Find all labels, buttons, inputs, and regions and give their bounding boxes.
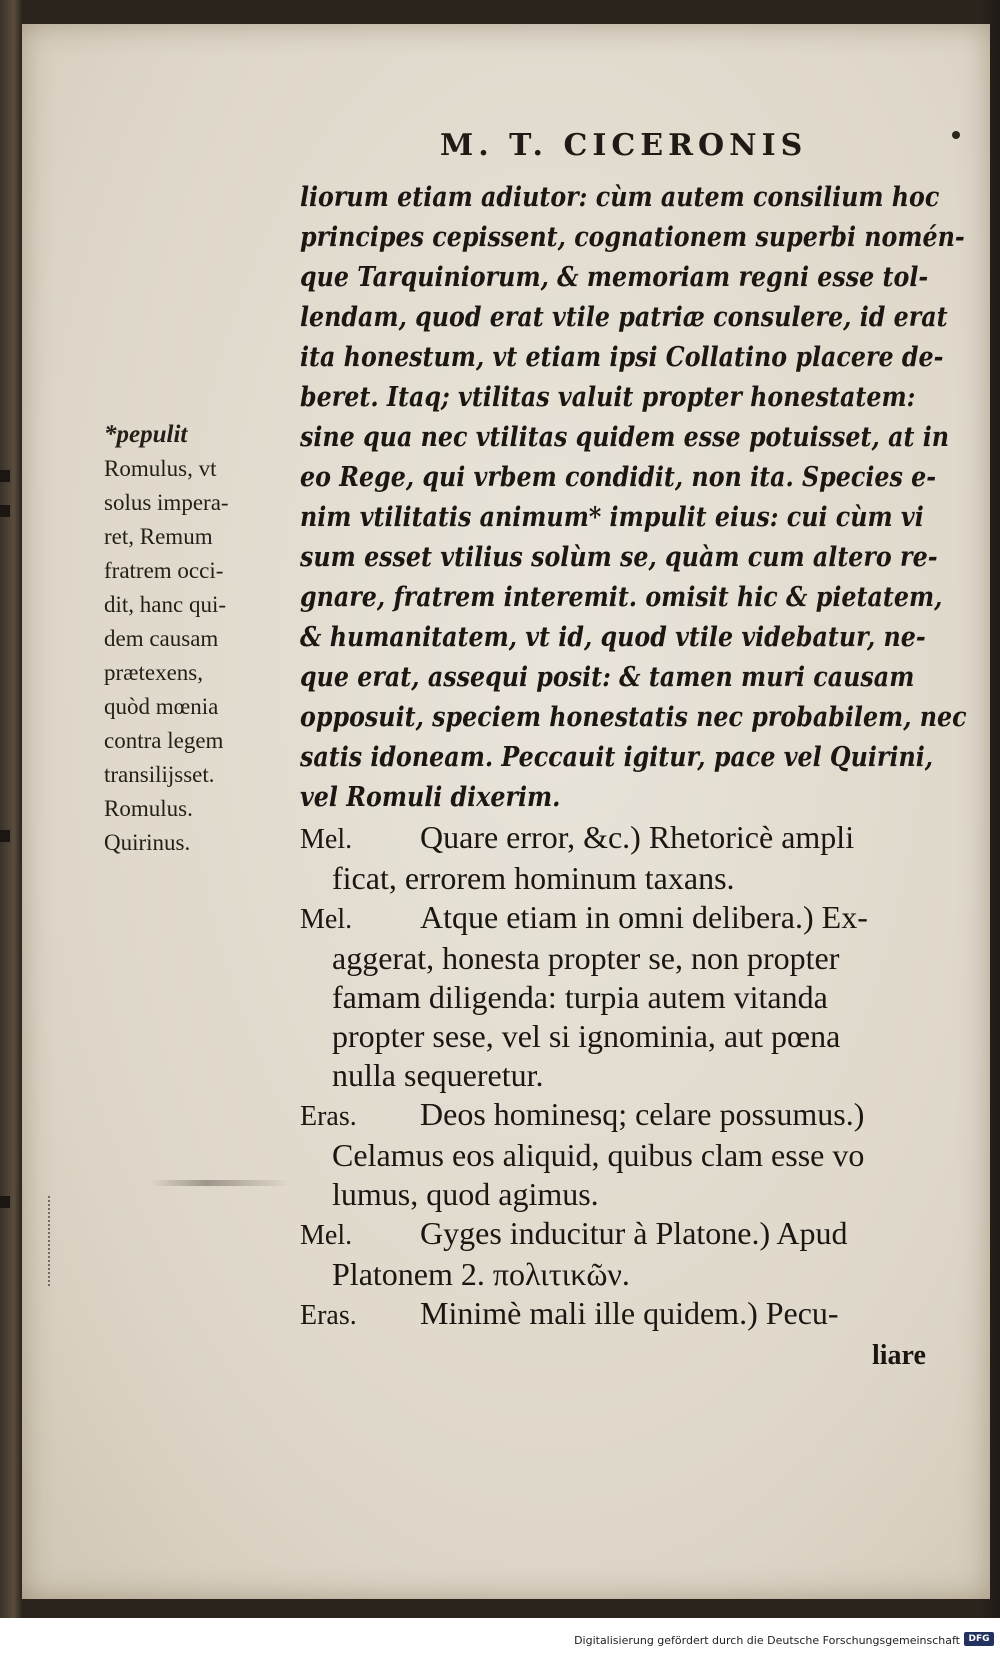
- margin-note-line: dem causam: [104, 626, 219, 651]
- note-line: ficat, errorem hominum taxans.: [332, 860, 735, 896]
- italic-text-line: nim vtilitatis animum* impulit eius: cui cùm vi: [300, 502, 924, 533]
- margin-note-line: Romulus, vt: [104, 456, 217, 481]
- margin-note-line: dit, hanc qui-: [104, 592, 226, 617]
- margin-note-line: prætexens,: [104, 660, 204, 685]
- italic-text-line: sine qua nec vtilitas quidem esse potuisset, at in: [300, 422, 950, 453]
- italic-text-line: beret. Itaq; vtilitas valuit propter honestatem:: [300, 382, 916, 413]
- note-line: propter sese, vel si ignominia, aut pœna: [332, 1018, 841, 1054]
- italic-text-line: gnare, fratrem interemit. omisit hic & pietatem,: [300, 582, 943, 613]
- margin-note-line: solus impera-: [104, 490, 229, 515]
- note-author-label: Eras.: [300, 1300, 357, 1331]
- italic-text-line: eo Rege, qui vrbem condidit, non ita. Species e-: [300, 462, 937, 493]
- note-author-label: Mel.: [300, 1220, 353, 1251]
- italic-text-line: que Tarquiniorum, & memoriam regni esse tol-: [300, 262, 929, 293]
- margin-note-line: ret, Remum: [104, 524, 213, 549]
- note-line: nulla sequeretur.: [332, 1057, 544, 1093]
- margin-note-line: Quirinus.: [104, 830, 191, 855]
- pencil-annotation: [48, 1196, 66, 1286]
- note-lemma: Deos hominesq; celare possumus.): [420, 1096, 865, 1132]
- note-lemma: Quare error, &c.) Rhetoricè ampli: [420, 819, 855, 855]
- italic-text-line: que erat, assequi posit: & tamen muri causam: [300, 662, 915, 693]
- margin-note-line: transilijsset.: [104, 762, 215, 787]
- margin-note: [104, 418, 294, 860]
- italic-text-line: ita honestum, vt etiam ipsi Collatino placere de-: [300, 342, 944, 373]
- italic-text-line: principes cepissent, cognationem superbi nomén-: [300, 222, 965, 253]
- italic-text-line: & humanitatem, vt id, quod vtile videbatur, ne-: [300, 622, 926, 653]
- ink-smudge: [150, 1180, 290, 1186]
- italic-text-line: sum esset vtilius solùm se, quàm cum altero re-: [300, 542, 938, 573]
- italic-text-line: opposuit, speciem honestatis nec probabilem, nec: [300, 702, 967, 733]
- dfg-logo: DFG: [964, 1632, 994, 1646]
- commentary-note: [300, 1095, 950, 1214]
- note-author-label: Eras.: [300, 1101, 357, 1132]
- note-line: Platonem 2. πολιτικῶν.: [332, 1256, 630, 1292]
- note-lemma: Gyges inducitur à Platone.) Apud: [420, 1215, 848, 1251]
- italic-text-line: liorum etiam adiutor: cùm autem consilium hoc: [300, 182, 940, 213]
- note-lemma: Atque etiam in omni delibera.) Ex-: [420, 899, 868, 935]
- note-line: aggerat, honesta propter se, non propter: [332, 940, 840, 976]
- note-line: famam diligenda: turpia autem vitanda: [332, 979, 828, 1015]
- running-head: M. T. CICERONIS: [440, 128, 808, 163]
- note-line: lumus, quod agimus.: [332, 1176, 599, 1212]
- note-line: Celamus eos aliquid, quibus clam esse vo: [332, 1137, 865, 1173]
- funding-credit: Digitalisierung gefördert durch die Deutsche Forschungsgemeinschaft: [574, 1634, 960, 1647]
- italic-text-line: vel Romuli dixerim.: [300, 782, 561, 813]
- margin-note-line: Romulus.: [104, 796, 193, 821]
- commentary-note: [300, 818, 950, 898]
- bullet-mark: [952, 131, 960, 139]
- margin-note-line: quòd mœnia: [104, 694, 219, 719]
- note-author-label: Mel.: [300, 824, 353, 855]
- note-author-label: Mel.: [300, 904, 353, 935]
- main-text-block: [300, 178, 967, 1335]
- italic-text-line: lendam, quod erat vtile patriæ consulere, id erat: [300, 302, 948, 333]
- margin-note-line: contra legem: [104, 728, 224, 753]
- margin-note-line: fratrem occi-: [104, 558, 224, 583]
- commentary-note: [300, 1214, 950, 1294]
- catchword: liare: [872, 1340, 926, 1371]
- commentary-note: [300, 1294, 950, 1335]
- italic-text-line: satis idoneam. Peccauit igitur, pace vel Quirini,: [300, 742, 934, 773]
- margin-note-line: *pepulit: [104, 421, 188, 448]
- commentary-note: [300, 898, 950, 1095]
- note-lemma: Minimè mali ille quidem.) Pecu-: [420, 1295, 839, 1331]
